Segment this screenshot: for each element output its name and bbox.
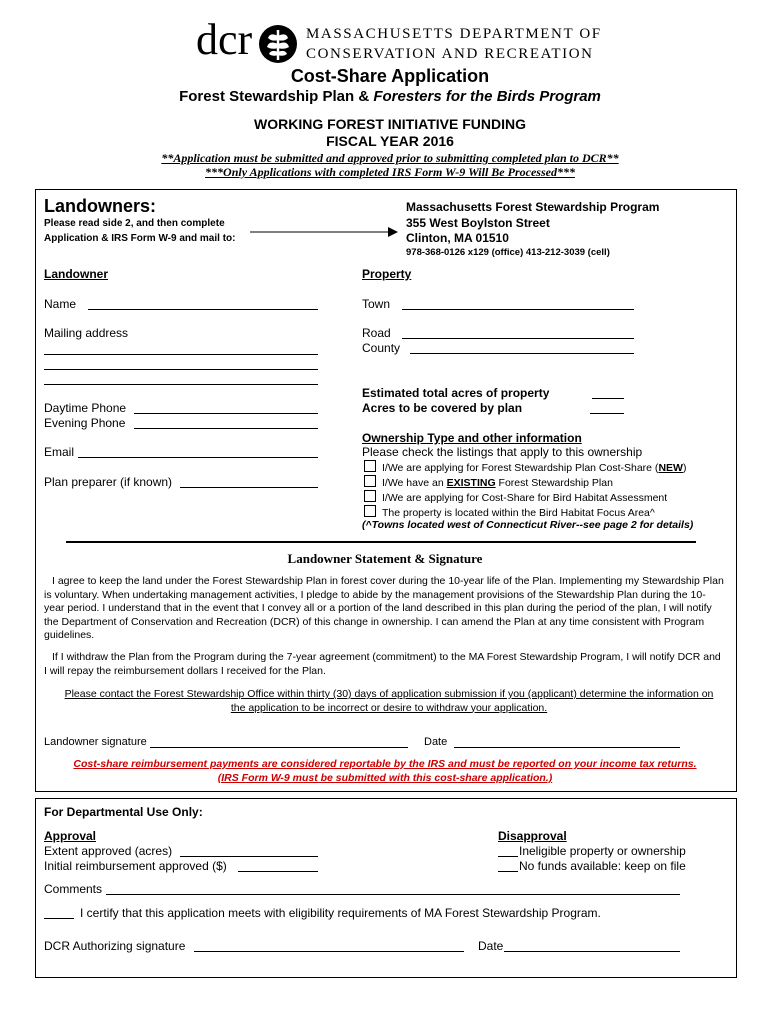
section-divider (66, 541, 696, 543)
tax-notice: Cost-share reimbursement payments are considered reportable by the IRS and must be reported on your income tax returns. (73, 758, 697, 770)
arrow-icon (250, 225, 400, 237)
acres-total-field[interactable] (592, 398, 624, 399)
mail-org: Massachusetts Forest Stewardship Program (406, 200, 660, 214)
acres-covered-field[interactable] (590, 413, 624, 414)
name-label: Name (44, 297, 77, 311)
evening-phone-field[interactable] (134, 428, 318, 429)
statement-para1: I agree to keep the land under the Forest Stewardship Plan in forest cover during the 10-year life of the Plan. Implementing my Stewardship Plan is voluntary. When undertaking management activities, I pledge to abide by the management provisions of the Stewardship Plan during the 10-year period. I understand that in the event that I convey all or a portion of the land described in this plan during the period of the plan, I will notify the Department of Conservation and Recreation (DCR) of this change in ownership. I can amend the Plan at any time consistent with Program guidelines. (44, 575, 724, 641)
signature-date-field[interactable] (454, 747, 680, 748)
town-label: Town (362, 297, 391, 311)
subtitle-plain: Forest Stewardship Plan & (179, 88, 374, 105)
plan-preparer-label: Plan preparer (if known) (44, 475, 173, 489)
page-title: Cost-Share Application (290, 66, 490, 86)
checkbox-existing-plan[interactable] (364, 475, 376, 487)
option-existing-text-a: I/We have an (382, 477, 447, 489)
dcr-logo-text: dcr (196, 15, 253, 64)
email-label: Email (44, 445, 75, 459)
option-existing-plan[interactable] (364, 475, 613, 489)
towns-note: (^Towns located west of Connecticut River--see page 2 for details) (362, 519, 694, 531)
mailing-address-field-2[interactable] (44, 369, 318, 370)
option-new-plan[interactable] (364, 460, 686, 474)
instructions-line1: Please read side 2, and then complete (44, 218, 225, 229)
mail-city: Clinton, MA 01510 (406, 231, 509, 245)
option-bird-assessment[interactable] (364, 490, 667, 504)
mailing-address-label: Mailing address (44, 326, 129, 340)
road-field[interactable] (402, 338, 634, 339)
no-funds-check[interactable] (498, 871, 518, 872)
w9-notice: (IRS Form W-9 must be submitted with this cost-share application.) (217, 772, 553, 784)
no-funds-label: No funds available: keep on file (519, 859, 686, 873)
disapproval-heading: Disapproval (498, 829, 567, 843)
certify-text: I certify that this application meets with eligibility requirements of MA Forest Stewardship Program. (80, 906, 601, 920)
mailing-address-field-1[interactable] (44, 354, 318, 355)
dcr-date-field[interactable] (504, 951, 680, 952)
departmental-heading: For Departmental Use Only: (44, 805, 203, 819)
dcr-signature-label: DCR Authorizing signature (44, 939, 186, 953)
dcr-signature-field[interactable] (194, 951, 464, 952)
daytime-phone-label: Daytime Phone (44, 401, 127, 415)
statement-heading: Landowner Statement & Signature (287, 551, 483, 566)
ineligible-check[interactable] (498, 856, 518, 857)
statement-para3: Please contact the Forest Stewardship Office within thirty (30) days of application submission if you (applicant) determine the information on the application to be incorrect or desire to withdraw your application. (64, 688, 714, 714)
dept-name-line2: CONSERVATION AND RECREATION (306, 46, 594, 62)
leaf-logo-icon (258, 22, 298, 66)
option-new-plan-text-a: I/We are applying for Forest Stewardship Plan Cost-Share ( (382, 462, 659, 474)
email-field[interactable] (78, 457, 318, 458)
option-existing-text-b: EXISTING (446, 477, 496, 489)
mail-phone: 978-368-0126 x129 (office) 413-212-3039 (cell) (406, 247, 610, 258)
option-focus-area-text: The property is located within the Bird Habitat Focus Area^ (382, 507, 655, 519)
ownership-heading: Ownership Type and other information (362, 431, 582, 445)
option-new-plan-text-c: ) (682, 462, 687, 474)
signature-date-label: Date (424, 736, 448, 748)
subtitle-italic: Foresters for the Birds Program (373, 88, 601, 105)
statement-para2: If I withdraw the Plan from the Program during the 7-year agreement (commitment) to the MA Forest Stewardship Program, I will notify DCR and I will repay the reimbursement dollars I received for the Plan. (44, 651, 721, 677)
option-existing-text-c: Forest Stewardship Plan (495, 477, 613, 489)
daytime-phone-field[interactable] (134, 413, 318, 414)
name-field[interactable] (88, 309, 318, 310)
property-heading: Property (362, 267, 412, 281)
landowners-heading: Landowners: (44, 196, 157, 216)
subtitle (0, 88, 770, 105)
funding-line1: WORKING FOREST INITIATIVE FUNDING (254, 116, 526, 132)
certify-check[interactable] (44, 918, 74, 919)
extent-approved-label: Extent approved (acres) (44, 844, 173, 858)
acres-covered-label: Acres to be covered by plan (362, 401, 523, 415)
checkbox-new-plan[interactable] (364, 460, 376, 472)
comments-field[interactable] (106, 894, 680, 895)
ownership-instructions: Please check the listings that apply to this ownership (362, 445, 643, 459)
checkbox-focus-area[interactable] (364, 505, 376, 517)
notice-submit: **Application must be submitted and approved prior to submitting completed plan to DCR** (161, 151, 619, 165)
mailing-address-field-3[interactable] (44, 384, 318, 385)
plan-preparer-field[interactable] (180, 487, 318, 488)
initial-reimbursement-label: Initial reimbursement approved ($) (44, 859, 227, 873)
landowner-signature-field[interactable] (150, 747, 408, 748)
approval-heading: Approval (44, 829, 97, 843)
option-new-plan-text-b: NEW (658, 462, 683, 474)
evening-phone-label: Evening Phone (44, 416, 126, 430)
comments-label: Comments (44, 882, 103, 896)
road-label: Road (362, 326, 391, 340)
initial-reimbursement-field[interactable] (238, 871, 318, 872)
ineligible-label: Ineligible property or ownership (519, 844, 686, 858)
dcr-date-label: Date (478, 939, 504, 953)
county-field[interactable] (410, 353, 634, 354)
landowner-heading: Landowner (44, 267, 109, 281)
town-field[interactable] (402, 309, 634, 310)
option-bird-assessment-text: I/We are applying for Cost-Share for Bird Habitat Assessment (382, 492, 668, 504)
extent-approved-field[interactable] (180, 856, 318, 857)
funding-line2: FISCAL YEAR 2016 (326, 133, 454, 149)
checkbox-bird-assessment[interactable] (364, 490, 376, 502)
instructions-line2: Application & IRS Form W-9 and mail to: (44, 233, 236, 244)
notice-w9: ***Only Applications with completed IRS Form W-9 Will Be Processed*** (205, 165, 575, 179)
landowner-signature-label: Landowner signature (44, 736, 147, 748)
option-focus-area[interactable] (364, 505, 655, 519)
acres-total-label: Estimated total acres of property (362, 386, 550, 400)
county-label: County (362, 341, 401, 355)
mail-street: 355 West Boylston Street (406, 216, 550, 230)
dept-name-line1: MASSACHUSETTS DEPARTMENT OF (306, 26, 602, 42)
